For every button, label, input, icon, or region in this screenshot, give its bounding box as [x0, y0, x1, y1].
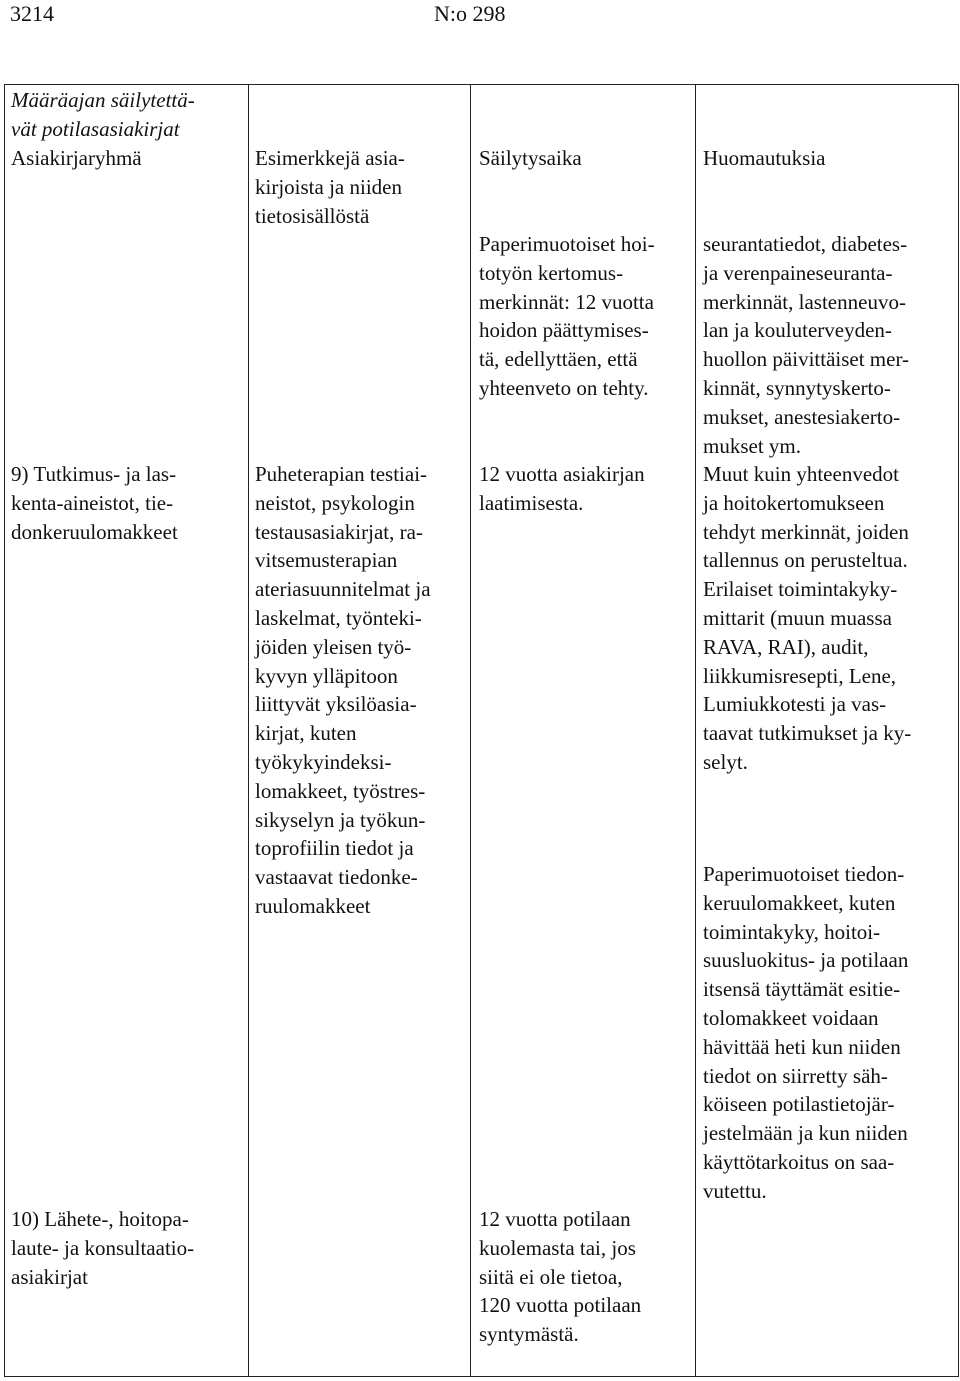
page-number: 3214: [10, 1, 54, 26]
column-header-examples: Esimerkkejä asia- kirjoista ja niiden tietosisällöstä: [255, 146, 405, 228]
column-header-document-group: Asiakirjaryhmä: [11, 146, 142, 170]
table-left-border: [4, 84, 5, 1377]
row-9-document-group: 9) Tutkimus- ja las- kenta-aineistot, tie- donkeruulomakkeet: [11, 462, 178, 544]
row-10-document-group: 10) Lähete-, hoitopa- laute- ja konsultaatio- asiakirjat: [11, 1207, 195, 1289]
row-9-notes-paper-forms: Paperimuotoiset tiedon- keruulomakkeet, kuten toimintakyky, hoitoi- suusluokitus- ja potilaan itsensä täyttämät esitie- tolomakkeet voidaan hävittää heti kun niiden tiedot on siirretty säh- köiseen potilastietojär- jestelmään ja kun niiden käyttötarkoitus on saa- vutettu.: [703, 862, 909, 1203]
row-continuation-notes: seurantatiedot, diabetes- ja verenpaineseuranta- merkinnät, lastenneuvo- lan ja kouluterveyden- huollon päivittäiset mer- kinnät, synnytyskerto- mukset, anestesiakerto- mukset ym.: [703, 232, 910, 458]
row-continuation-retention: Paperimuotoiset hoi- totyön kertomus- merkinnät: 12 vuotta hoidon päättymises- tä, edellyttäen, että yhteenveto on tehty.: [479, 232, 655, 400]
table-top-border: [4, 84, 958, 85]
row-10-retention: 12 vuotta potilaan kuolemasta tai, jos siitä ei ole tietoa, 120 vuotta potilaan syntymästä.: [479, 1207, 642, 1347]
row-9-retention: 12 vuotta asiakirjan laatimisesta.: [479, 462, 645, 515]
column-header-retention-period: Säilytysaika: [479, 146, 582, 170]
column-divider-3: [695, 84, 696, 1377]
table-bottom-border: [4, 1376, 958, 1377]
column-divider-1: [248, 84, 249, 1377]
column-header-remarks: Huomautuksia: [703, 146, 826, 170]
table-right-border: [958, 84, 959, 1377]
row-9-examples: Puheterapian testiai- neistot, psykologin testausasiakirjat, ra- vitsemusterapian ateriasuunnitelmat ja laskelmat, työnteki- jöiden yleisen työ- kyvyn ylläpitoon liittyvät yksilöasia- kirjat, kuten työkykyindeksi- lomakkeet, työstres- sikyselyn ja työkun- toprofiilin tiedot ja vastaavat tiedonke- ruulomakkeet: [255, 462, 431, 918]
column-divider-2: [470, 84, 471, 1377]
issue-number: N:o 298: [434, 1, 506, 26]
table-title: Määräajan säilytettä- vät potilasasiakirjat: [11, 88, 195, 141]
row-9-notes: Muut kuin yhteenvedot ja hoitokertomukseen tehdyt merkinnät, joiden tallennus on perusteltua. Erilaiset toimintakyky- mittarit (muun muassa RAVA, RAI), audit, liikkumisresepti, Lene, Lumiukkotesti ja vas- taavat tutkimukset ja ky- selyt.: [703, 462, 912, 774]
